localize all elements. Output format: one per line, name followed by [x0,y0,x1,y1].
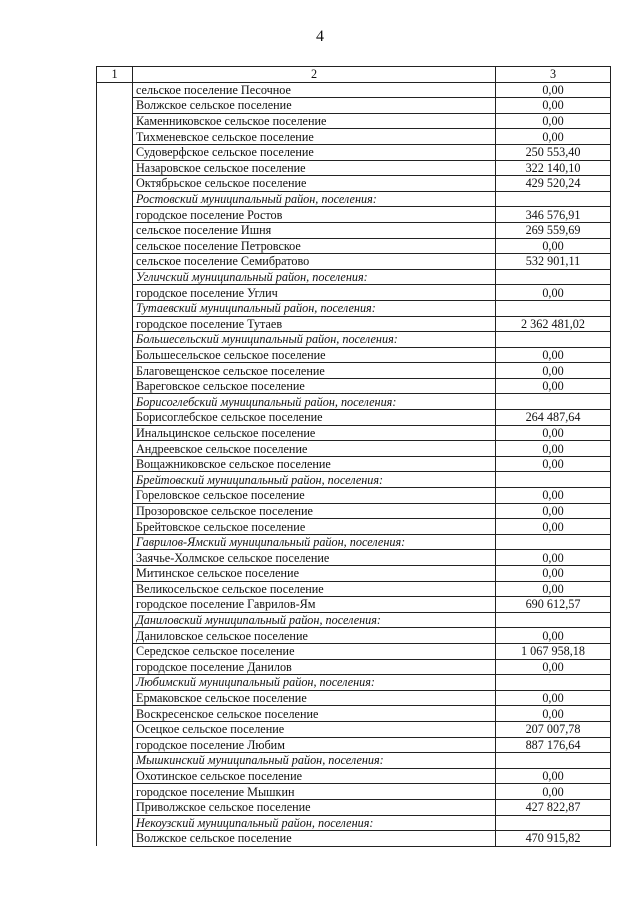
settlement-name: Угличский муниципальный район, поселения: [133,269,496,285]
table-row [97,285,611,301]
settlement-name: городское поселение Ростов [133,207,496,223]
row-index-cell [97,628,133,644]
settlement-name: Инальцинское сельское поселение [133,425,496,441]
header-col-2: 2 [133,67,496,83]
amount-value: 0,00 [496,82,611,98]
amount-value: 269 559,69 [496,222,611,238]
row-index-cell [97,472,133,488]
district-row [97,300,611,316]
amount-value: 0,00 [496,456,611,472]
row-index-cell [97,503,133,519]
table-row [97,831,611,847]
page-number: 4 [316,28,324,45]
settlement-name: Мышкинский муниципальный район, поселения: [133,753,496,769]
row-index-cell [97,831,133,847]
settlements-table [96,66,611,847]
settlement-name: Назаровское сельское поселение [133,160,496,176]
table-row [97,690,611,706]
district-row [97,675,611,691]
row-index-cell [97,207,133,223]
settlement-name: городское поселение Любим [133,737,496,753]
row-index-cell [97,581,133,597]
row-index-cell [97,254,133,270]
amount-value: 346 576,91 [496,207,611,223]
row-index-cell [97,737,133,753]
row-index-cell [97,238,133,254]
settlement-name: Октябрьское сельское поселение [133,176,496,192]
amount-value: 0,00 [496,550,611,566]
amount-value: 0,00 [496,425,611,441]
row-index-cell [97,519,133,535]
amount-value: 0,00 [496,441,611,457]
settlement-name: Большесельское сельское поселение [133,347,496,363]
amount-value: 887 176,64 [496,737,611,753]
row-index-cell [97,378,133,394]
amount-value: 0,00 [496,363,611,379]
amount-value [496,534,611,550]
table-row [97,129,611,145]
amount-value [496,269,611,285]
table-row [97,643,611,659]
settlement-name: Гаврилов-Ямский муниципальный район, поселения: [133,534,496,550]
row-index-cell [97,784,133,800]
row-index-cell [97,160,133,176]
table-row [97,659,611,675]
amount-value [496,191,611,207]
table-row [97,784,611,800]
table-row [97,160,611,176]
table-row [97,425,611,441]
amount-value: 0,00 [496,784,611,800]
amount-value: 0,00 [496,488,611,504]
district-row [97,394,611,410]
row-index-cell [97,191,133,207]
row-index-cell [97,566,133,582]
settlement-name: городское поселение Гаврилов-Ям [133,597,496,613]
header-col-3: 3 [496,67,611,83]
table-row [97,519,611,535]
settlement-name: Брейтовское сельское поселение [133,519,496,535]
settlement-name: Волжское сельское поселение [133,98,496,114]
table-row [97,721,611,737]
settlement-name: Каменниковское сельское поселение [133,113,496,129]
row-index-cell [97,721,133,737]
amount-value: 532 901,11 [496,254,611,270]
row-index-cell [97,425,133,441]
table-row [97,82,611,98]
settlement-name: Митинское сельское поселение [133,566,496,582]
district-row [97,534,611,550]
row-index-cell [97,597,133,613]
settlement-name: Волжское сельское поселение [133,831,496,847]
amount-value: 0,00 [496,503,611,519]
settlement-name: городское поселение Данилов [133,659,496,675]
settlement-name: Даниловское сельское поселение [133,628,496,644]
amount-value: 690 612,57 [496,597,611,613]
district-row [97,753,611,769]
amount-value [496,753,611,769]
settlement-name: Середское сельское поселение [133,643,496,659]
settlement-name: Великосельское сельское поселение [133,581,496,597]
settlement-name: Приволжское сельское поселение [133,799,496,815]
row-index-cell [97,550,133,566]
settlement-name: городское поселение Тутаев [133,316,496,332]
settlement-name: Прозоровское сельское поселение [133,503,496,519]
row-index-cell [97,659,133,675]
amount-value: 0,00 [496,347,611,363]
amount-value: 2 362 481,02 [496,316,611,332]
table-row [97,98,611,114]
table-row [97,799,611,815]
amount-value [496,815,611,831]
amount-value: 250 553,40 [496,144,611,160]
settlement-name: Тутаевский муниципальный район, поселения: [133,300,496,316]
amount-value [496,300,611,316]
amount-value: 0,00 [496,566,611,582]
table-row [97,113,611,129]
row-index-cell [97,176,133,192]
district-row [97,332,611,348]
table-row [97,176,611,192]
table-row [97,566,611,582]
amount-value: 0,00 [496,690,611,706]
amount-value [496,472,611,488]
amount-value: 0,00 [496,129,611,145]
settlement-name: Борисоглебский муниципальный район, поселения: [133,394,496,410]
row-index-cell [97,285,133,301]
settlement-name: Судоверфское сельское поселение [133,144,496,160]
settlement-name: сельское поселение Петровское [133,238,496,254]
table-row [97,706,611,722]
amount-value: 264 487,64 [496,410,611,426]
settlement-name: сельское поселение Ишня [133,222,496,238]
amount-value: 470 915,82 [496,831,611,847]
amount-value [496,675,611,691]
table-row [97,254,611,270]
settlement-name: Большесельский муниципальный район, поселения: [133,332,496,348]
table-row [97,363,611,379]
row-index-cell [97,815,133,831]
header-col-1: 1 [97,67,133,83]
amount-value: 0,00 [496,659,611,675]
amount-value: 0,00 [496,285,611,301]
settlement-name: Благовещенское сельское поселение [133,363,496,379]
settlement-name: Гореловское сельское поселение [133,488,496,504]
row-index-cell [97,799,133,815]
table-row [97,488,611,504]
settlement-name: Брейтовский муниципальный район, поселения: [133,472,496,488]
settlement-name: Осецкое сельское поселение [133,721,496,737]
settlement-name: Воскресенское сельское поселение [133,706,496,722]
table-row [97,456,611,472]
table-header-row [97,67,611,83]
row-index-cell [97,347,133,363]
amount-value: 0,00 [496,378,611,394]
settlement-name: Вареговское сельское поселение [133,378,496,394]
amount-value: 429 520,24 [496,176,611,192]
table-row [97,238,611,254]
table-row [97,347,611,363]
district-row [97,815,611,831]
settlement-name: Любимский муниципальный район, поселения: [133,675,496,691]
amount-value: 0,00 [496,238,611,254]
table-row [97,597,611,613]
row-index-cell [97,222,133,238]
row-index-cell [97,768,133,784]
row-index-cell [97,534,133,550]
amount-value: 0,00 [496,768,611,784]
row-index-cell [97,753,133,769]
row-index-cell [97,113,133,129]
amount-value: 427 822,87 [496,799,611,815]
amount-value: 0,00 [496,519,611,535]
district-row [97,191,611,207]
table-row [97,144,611,160]
table-row [97,550,611,566]
settlement-name: Даниловский муниципальный район, поселения: [133,612,496,628]
row-index-cell [97,690,133,706]
amount-value: 0,00 [496,98,611,114]
district-row [97,269,611,285]
amount-value: 0,00 [496,581,611,597]
settlement-name: Заячье-Холмское сельское поселение [133,550,496,566]
row-index-cell [97,300,133,316]
amount-value: 207 007,78 [496,721,611,737]
table-row [97,410,611,426]
amount-value: 1 067 958,18 [496,643,611,659]
row-index-cell [97,706,133,722]
row-index-cell [97,82,133,98]
row-index-cell [97,643,133,659]
amount-value: 0,00 [496,706,611,722]
settlement-name: Андреевское сельское поселение [133,441,496,457]
table-row [97,207,611,223]
settlement-name: Ростовский муниципальный район, поселения: [133,191,496,207]
settlement-name: Некоузский муниципальный район, поселения: [133,815,496,831]
row-index-cell [97,612,133,628]
row-index-cell [97,394,133,410]
table-row [97,378,611,394]
settlement-name: городское поселение Углич [133,285,496,301]
row-index-cell [97,269,133,285]
table-row [97,503,611,519]
settlement-name: городское поселение Мышкин [133,784,496,800]
table-row [97,316,611,332]
row-index-cell [97,129,133,145]
table-row [97,737,611,753]
row-index-cell [97,441,133,457]
amount-value [496,332,611,348]
settlement-name: Борисоглебское сельское поселение [133,410,496,426]
table-row [97,222,611,238]
settlement-name: сельское поселение Семибратово [133,254,496,270]
settlement-name: сельское поселение Песочное [133,82,496,98]
table-row [97,581,611,597]
amount-value [496,394,611,410]
district-row [97,472,611,488]
table-row [97,441,611,457]
settlement-name: Вощажниковское сельское поселение [133,456,496,472]
amount-value: 0,00 [496,113,611,129]
row-index-cell [97,98,133,114]
table-row [97,628,611,644]
settlement-name: Тихменевское сельское поселение [133,129,496,145]
district-row [97,612,611,628]
amount-value: 0,00 [496,628,611,644]
table-row [97,768,611,784]
row-index-cell [97,488,133,504]
row-index-cell [97,675,133,691]
amount-value [496,612,611,628]
settlement-name: Ермаковское сельское поселение [133,690,496,706]
row-index-cell [97,410,133,426]
row-index-cell [97,316,133,332]
amount-value: 322 140,10 [496,160,611,176]
row-index-cell [97,144,133,160]
table-body [97,82,611,846]
row-index-cell [97,363,133,379]
row-index-cell [97,332,133,348]
settlement-name: Охотинское сельское поселение [133,768,496,784]
row-index-cell [97,456,133,472]
